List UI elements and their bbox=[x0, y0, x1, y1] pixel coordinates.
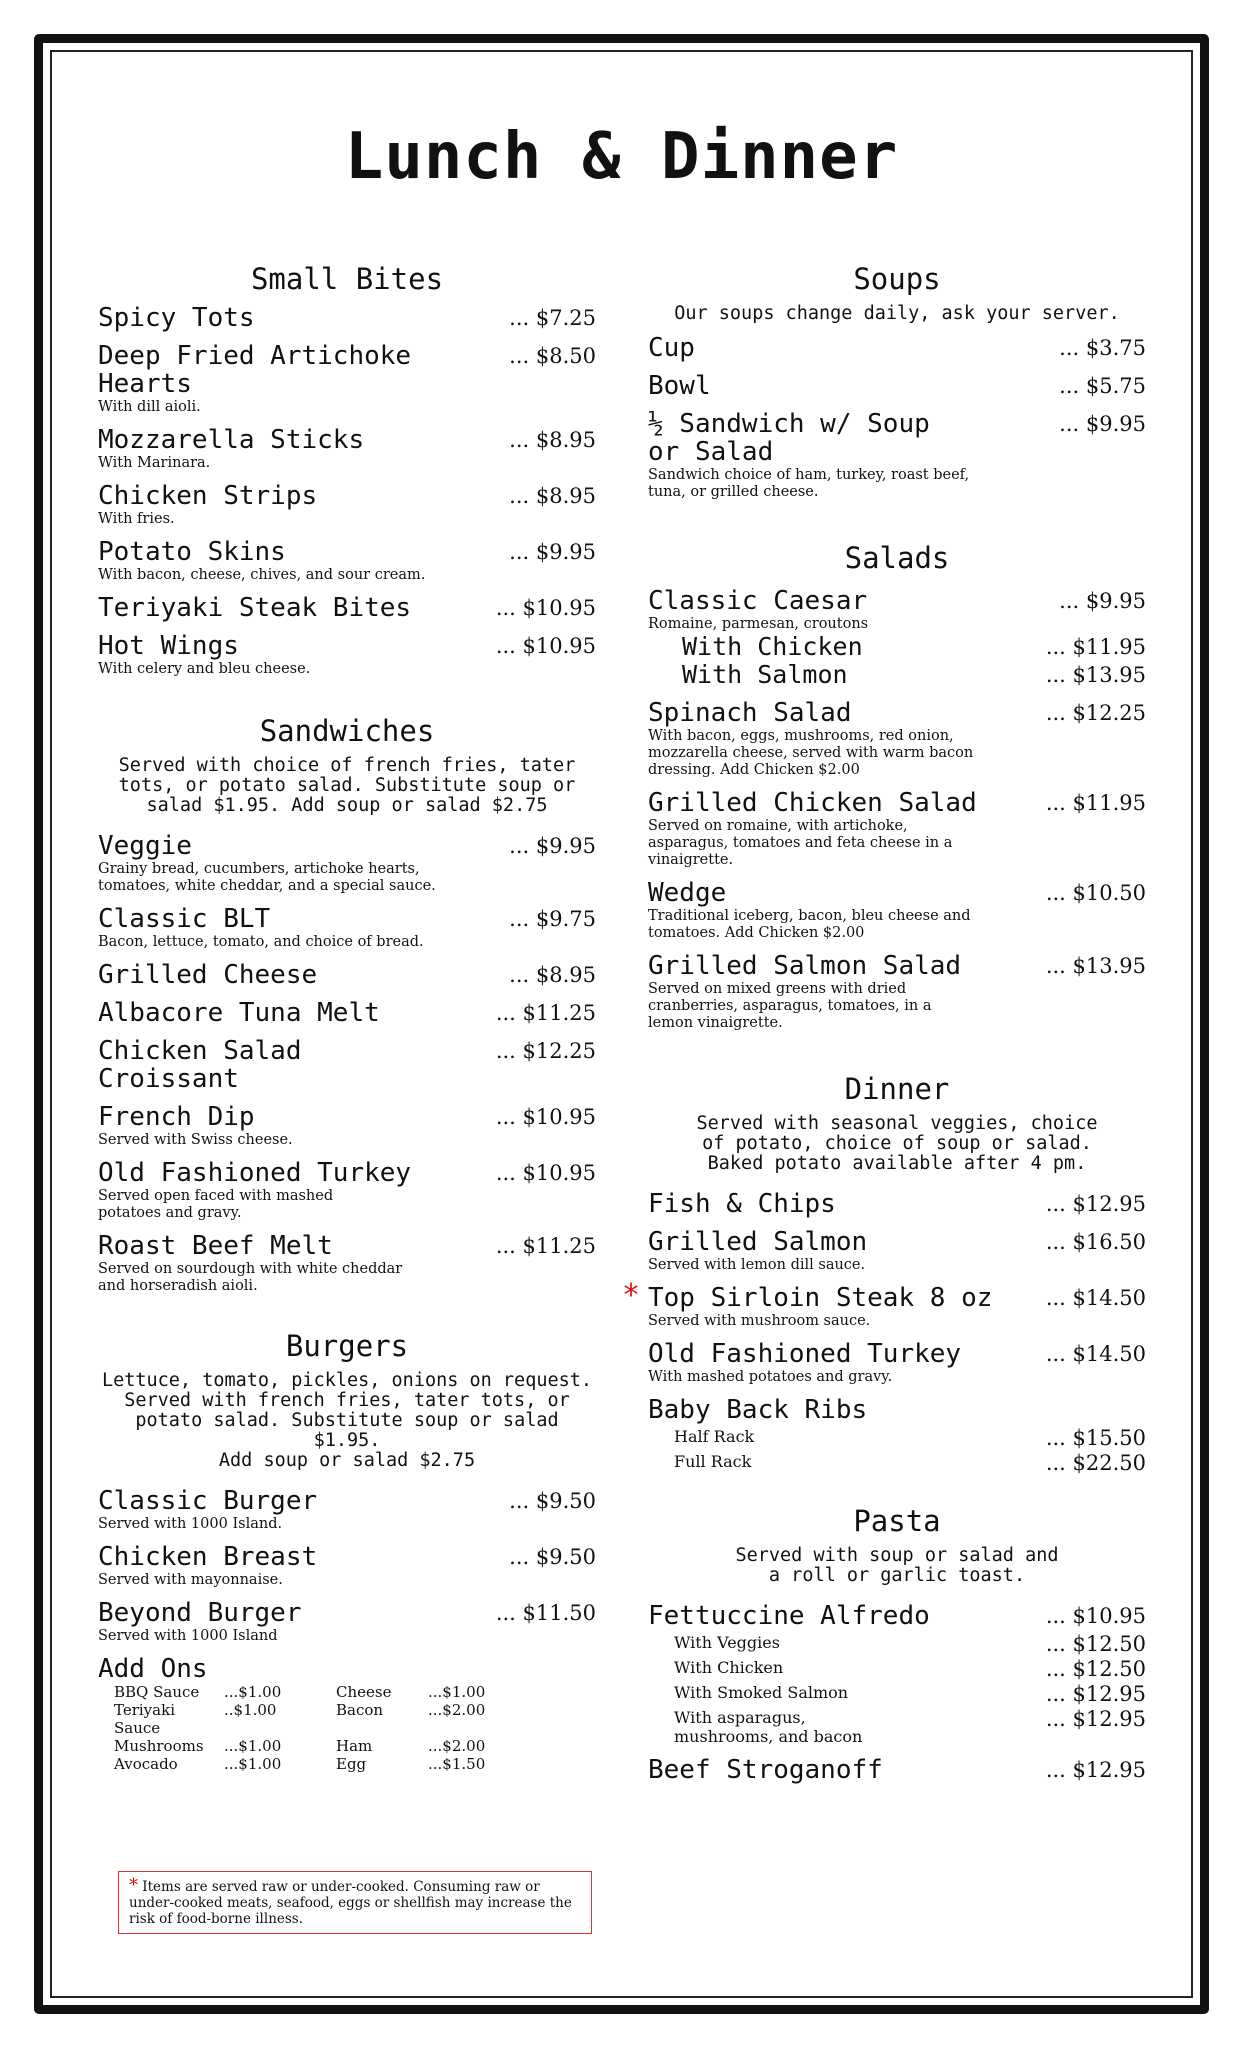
item-price: ... $3.75 bbox=[1059, 336, 1146, 360]
item-price: ... $8.95 bbox=[509, 484, 596, 508]
item-name: French Dip bbox=[98, 1102, 255, 1132]
menu-item bbox=[98, 1159, 596, 1222]
menu-item bbox=[648, 334, 1146, 362]
pasta-option bbox=[648, 1708, 1146, 1746]
menu-item bbox=[622, 1278, 1146, 1330]
item-price: ... $10.95 bbox=[495, 1105, 596, 1129]
addon-cell: ...$1.00 bbox=[224, 1755, 282, 1773]
item-name: Fettuccine Alfredo bbox=[648, 1601, 930, 1631]
item-name: ½ Sandwich w/ Soup or Salad bbox=[648, 409, 930, 467]
item-description: With Marinara. bbox=[98, 455, 211, 471]
item-price: ... $12.50 bbox=[1045, 1632, 1146, 1656]
item-name: Chicken Salad Croissant bbox=[98, 1036, 302, 1094]
item-description: Romaine, parmesan, croutons bbox=[648, 616, 869, 632]
item-price: ... $5.75 bbox=[1059, 374, 1146, 398]
item-name: Teriyaki Steak Bites bbox=[98, 593, 412, 623]
section-description: Lettuce, tomato, pickles, onions on request. Served with french fries, tater tots, or potato salad. Substitute soup or salad $1.95. Add soup or salad $2.75 bbox=[101, 1370, 593, 1471]
menu-item bbox=[648, 1190, 1146, 1218]
menu-item bbox=[98, 1232, 596, 1295]
item-price: ... $14.50 bbox=[1045, 1342, 1146, 1366]
menu-item bbox=[98, 482, 596, 528]
item-price: ... $12.25 bbox=[495, 1039, 596, 1063]
section-description: Served with seasonal veggies, choice of potato, choice of soup or salad. Baked potato available after 4 pm. bbox=[696, 1113, 1098, 1174]
dinner-section bbox=[622, 1072, 1146, 1475]
item-price: ... $13.95 bbox=[1045, 954, 1146, 978]
item-description: With bacon, eggs, mushrooms, red onion, mozzarella cheese, served with warm bacon dressing. Add Chicken $2.00 bbox=[648, 728, 974, 778]
item-row bbox=[98, 1543, 596, 1571]
menu-section bbox=[98, 1329, 596, 1773]
item-price: ... $15.50 bbox=[1045, 1426, 1146, 1450]
menu-item bbox=[98, 1599, 596, 1645]
item-row bbox=[98, 482, 596, 510]
asterisk-icon: * bbox=[129, 1875, 138, 1896]
item-price: ... $8.95 bbox=[509, 428, 596, 452]
addon-cell: ...$1.00 bbox=[224, 1683, 282, 1701]
option-name: With asparagus, mushrooms, and bacon bbox=[674, 1708, 863, 1746]
section-description: Served with soup or salad and a roll or garlic toast. bbox=[735, 1545, 1059, 1586]
raw-food-notice bbox=[118, 1871, 592, 1934]
addon-cell: Cheese bbox=[336, 1683, 392, 1701]
item-description: With bacon, cheese, chives, and sour cream. bbox=[98, 567, 426, 583]
option-name: Half Rack bbox=[674, 1427, 755, 1446]
item-name: Grilled Cheese bbox=[98, 960, 318, 990]
item-row bbox=[98, 1103, 596, 1131]
item-name: Classic BLT bbox=[98, 904, 271, 934]
item-row bbox=[648, 410, 1146, 466]
item-row bbox=[648, 372, 1146, 400]
item-price: ... $11.95 bbox=[1045, 791, 1146, 815]
item-price: ... $9.75 bbox=[509, 907, 596, 931]
item-name: Hot Wings bbox=[98, 631, 239, 661]
section-title: Small Bites bbox=[250, 262, 444, 296]
item-row bbox=[648, 1190, 1146, 1218]
item-row bbox=[648, 587, 1146, 615]
menu-item bbox=[648, 879, 1146, 942]
addon-cell: ..$1.00 bbox=[224, 1701, 277, 1719]
item-row bbox=[98, 1487, 596, 1515]
addon-cell: Bacon bbox=[336, 1701, 384, 1719]
option-name: Full Rack bbox=[674, 1452, 752, 1471]
item-name: Spinach Salad bbox=[648, 698, 852, 728]
item-name: Old Fashioned Turkey bbox=[98, 1158, 412, 1188]
item-row bbox=[98, 1232, 596, 1260]
item-description: With fries. bbox=[98, 511, 175, 527]
item-price: ... $9.95 bbox=[1059, 412, 1146, 436]
item-name: Cup bbox=[648, 333, 695, 363]
item-name-text: Top Sirloin Steak 8 oz bbox=[648, 1283, 993, 1313]
menu-item bbox=[98, 999, 596, 1027]
item-row bbox=[98, 426, 596, 454]
item-row bbox=[648, 879, 1146, 907]
item-row bbox=[648, 952, 1146, 980]
item-description: Served with mushroom sauce. bbox=[648, 1313, 871, 1329]
item-price: ... $12.25 bbox=[1045, 701, 1146, 725]
menu-section bbox=[98, 714, 596, 1295]
item-price: ... $9.95 bbox=[509, 834, 596, 858]
item-description: Served with 1000 Island. bbox=[98, 1516, 283, 1532]
soups-section bbox=[648, 262, 1146, 501]
item-price: ... $12.50 bbox=[1045, 1657, 1146, 1681]
menu-item bbox=[648, 1602, 1146, 1746]
item-price: ... $9.50 bbox=[509, 1489, 596, 1513]
item-row bbox=[648, 334, 1146, 362]
item-price: ... $9.95 bbox=[1059, 589, 1146, 613]
section-title: Burgers bbox=[285, 1329, 409, 1363]
option-name: With Veggies bbox=[674, 1633, 780, 1652]
item-price: ... $13.95 bbox=[1045, 663, 1146, 687]
item-price: ... $11.95 bbox=[1045, 635, 1146, 659]
item-name: Beef Stroganoff bbox=[648, 1755, 883, 1785]
section-title: Salads bbox=[844, 541, 950, 575]
item-description: Served open faced with mashed potatoes and gravy. bbox=[98, 1188, 334, 1221]
item-description: Sandwich choice of ham, turkey, roast beef, tuna, or grilled cheese. bbox=[648, 467, 970, 500]
item-price: ... $9.50 bbox=[509, 1545, 596, 1569]
addon-cell: Egg bbox=[336, 1755, 367, 1773]
item-name: Beyond Burger bbox=[98, 1598, 302, 1628]
item-name: Veggie bbox=[98, 831, 192, 861]
menu-item bbox=[98, 304, 596, 332]
menu-item bbox=[648, 699, 1146, 779]
item-row bbox=[98, 632, 596, 660]
item-description: Traditional iceberg, bacon, bleu cheese and tomatoes. Add Chicken $2.00 bbox=[648, 908, 971, 941]
item-price: ... $14.50 bbox=[1045, 1286, 1146, 1310]
menu-section bbox=[98, 262, 596, 678]
item-name: Spicy Tots bbox=[98, 303, 255, 333]
pasta-section bbox=[648, 1504, 1146, 1784]
item-price: ... $8.95 bbox=[509, 963, 596, 987]
item-description: Bacon, lettuce, tomato, and choice of bread. bbox=[98, 934, 424, 950]
addon-cell: ...$1.50 bbox=[428, 1755, 486, 1773]
item-row bbox=[622, 1278, 1146, 1313]
addon-cell: ...$1.00 bbox=[428, 1683, 486, 1701]
menu-item bbox=[98, 632, 596, 678]
item-price: ... $7.25 bbox=[509, 306, 596, 330]
menu-item bbox=[98, 961, 596, 989]
item-name: Bowl bbox=[648, 371, 711, 401]
item-row bbox=[98, 342, 596, 398]
rib-option bbox=[648, 1427, 1146, 1449]
item-description: Served with lemon dill sauce. bbox=[648, 1257, 866, 1273]
item-name: Wedge bbox=[648, 878, 727, 908]
addon-cell: ...$1.00 bbox=[224, 1737, 282, 1755]
pasta-option bbox=[648, 1633, 1146, 1655]
item-description: Served with 1000 Island bbox=[98, 1628, 278, 1644]
menu-item bbox=[648, 789, 1146, 869]
menu-item bbox=[648, 372, 1146, 400]
option-name: With Chicken bbox=[674, 1658, 784, 1677]
item-row bbox=[98, 905, 596, 933]
item-name: Chicken Breast bbox=[98, 1542, 318, 1572]
menu-item bbox=[648, 1340, 1146, 1386]
pasta-option bbox=[648, 1658, 1146, 1680]
pasta-option bbox=[648, 1683, 1146, 1705]
item-description: Served on mixed greens with dried cranberries, asparagus, tomatoes, in a lemon vinaigrette. bbox=[648, 981, 932, 1031]
section-title: Dinner bbox=[844, 1072, 950, 1106]
notice-text: Items are served raw or under-cooked. Consuming raw or under-cooked meats, seafood, eggs or shellfish may increase the risk of food-borne illness. bbox=[129, 1879, 572, 1927]
left-column bbox=[98, 262, 596, 1807]
item-name: Old Fashioned Turkey bbox=[648, 1339, 962, 1369]
asterisk-icon: * bbox=[622, 1278, 641, 1313]
item-price: ... $10.95 bbox=[1045, 1604, 1146, 1628]
addon-cell: ...$2.00 bbox=[428, 1737, 486, 1755]
section-title: Sandwiches bbox=[259, 714, 435, 748]
item-name: Grilled Salmon bbox=[648, 1227, 868, 1257]
menu-item bbox=[648, 1228, 1146, 1274]
menu-item bbox=[648, 1756, 1146, 1784]
item-name: Albacore Tuna Melt bbox=[98, 998, 380, 1028]
addon-cell: Ham bbox=[336, 1737, 373, 1755]
item-row bbox=[98, 1037, 596, 1093]
menu-item bbox=[98, 1487, 596, 1533]
variant-name: With Salmon bbox=[682, 660, 848, 689]
item-name: Potato Skins bbox=[98, 537, 286, 567]
item-description: Grainy bread, cucumbers, artichoke hearts, tomatoes, white cheddar, and a special sauce. bbox=[98, 861, 436, 894]
item-name: Grilled Chicken Salad bbox=[648, 788, 977, 818]
page-title: Lunch & Dinner bbox=[344, 120, 899, 194]
addons-title: Add Ons bbox=[98, 1654, 208, 1684]
menu-item bbox=[98, 1037, 596, 1093]
item-description: Served with Swiss cheese. bbox=[98, 1132, 293, 1148]
item-row bbox=[98, 999, 596, 1027]
menu-item bbox=[648, 587, 1146, 633]
section-description: Served with choice of french fries, tater tots, or potato salad. Substitute soup or salad $1.95. Add soup or salad $2.75 bbox=[118, 755, 576, 816]
menu-item bbox=[648, 952, 1146, 1032]
item-price: ... $12.95 bbox=[1045, 1758, 1146, 1782]
rib-option bbox=[648, 1452, 1146, 1474]
item-row bbox=[98, 594, 596, 622]
item-price: ... $10.50 bbox=[1045, 881, 1146, 905]
item-price: ... $10.95 bbox=[495, 596, 596, 620]
menu-item bbox=[648, 410, 1146, 501]
variant-name: With Chicken bbox=[682, 632, 863, 661]
item-price: ... $8.50 bbox=[509, 344, 596, 368]
section-title: Soups bbox=[853, 262, 941, 296]
item-row bbox=[648, 1340, 1146, 1368]
item-row bbox=[98, 1599, 596, 1627]
item-name: Fish & Chips bbox=[648, 1189, 836, 1219]
caesar-variant bbox=[648, 633, 1146, 661]
menu-item bbox=[98, 342, 596, 416]
item-row bbox=[98, 1159, 596, 1187]
item-name: Mozzarella Sticks bbox=[98, 425, 365, 455]
item-row bbox=[648, 699, 1146, 727]
salads-section bbox=[648, 541, 1146, 1032]
item-price: ... $12.95 bbox=[1045, 1707, 1146, 1731]
addons-grid bbox=[114, 1683, 596, 1773]
item-description: With celery and bleu cheese. bbox=[98, 661, 311, 677]
item-price: ... $12.95 bbox=[1045, 1192, 1146, 1216]
item-row bbox=[648, 789, 1146, 817]
item-row bbox=[98, 538, 596, 566]
item-price: ... $16.50 bbox=[1045, 1230, 1146, 1254]
addon-cell: BBQ Sauce bbox=[114, 1683, 200, 1701]
item-name: Classic Burger bbox=[98, 1486, 318, 1516]
item-name: Grilled Salmon Salad bbox=[648, 951, 962, 981]
addon-cell: ...$2.00 bbox=[428, 1701, 486, 1719]
menu-item bbox=[98, 1103, 596, 1149]
item-price: ... $22.50 bbox=[1045, 1451, 1146, 1475]
section-title: Pasta bbox=[853, 1504, 941, 1538]
item-description: With mashed potatoes and gravy. bbox=[648, 1369, 893, 1385]
item-name: Deep Fried Artichoke Hearts bbox=[98, 341, 412, 399]
item-name: Classic Caesar bbox=[648, 586, 868, 616]
item-price: ... $9.95 bbox=[509, 540, 596, 564]
item-name: Roast Beef Melt bbox=[98, 1231, 333, 1261]
item-name: Chicken Strips bbox=[98, 481, 318, 511]
item-price: ... $11.50 bbox=[495, 1601, 596, 1625]
right-column bbox=[622, 262, 1146, 1818]
addon-cell: Mushrooms bbox=[114, 1737, 204, 1755]
menu-item bbox=[98, 594, 596, 622]
option-name: With Smoked Salmon bbox=[674, 1683, 849, 1702]
menu-item bbox=[648, 1396, 1146, 1474]
item-row bbox=[648, 1228, 1146, 1256]
caesar-variant bbox=[648, 661, 1146, 689]
item-price: ... $12.95 bbox=[1045, 1682, 1146, 1706]
item-description: Served on romaine, with artichoke, asparagus, tomatoes and feta cheese in a vinaigrette. bbox=[648, 818, 953, 868]
item-row bbox=[98, 832, 596, 860]
addon-cell: Avocado bbox=[114, 1755, 178, 1773]
item-name bbox=[622, 1278, 1036, 1313]
menu-item bbox=[98, 1543, 596, 1589]
menu-item bbox=[98, 426, 596, 472]
addon-cell: Teriyaki Sauce bbox=[114, 1701, 175, 1737]
section-description: Our soups change daily, ask your server. bbox=[674, 303, 1120, 324]
item-description: Served with mayonnaise. bbox=[98, 1572, 283, 1588]
item-name: Baby Back Ribs bbox=[648, 1395, 868, 1425]
item-price: ... $10.95 bbox=[495, 634, 596, 658]
item-price: ... $11.25 bbox=[495, 1001, 596, 1025]
menu-item bbox=[98, 905, 596, 951]
item-price: ... $10.95 bbox=[495, 1161, 596, 1185]
item-row bbox=[648, 1756, 1146, 1784]
menu-item bbox=[98, 832, 596, 895]
item-description: Served on sourdough with white cheddar and horseradish aioli. bbox=[98, 1261, 403, 1294]
item-price: ... $11.25 bbox=[495, 1234, 596, 1258]
menu-item bbox=[98, 538, 596, 584]
item-row bbox=[98, 304, 596, 332]
item-description: With dill aioli. bbox=[98, 399, 201, 415]
item-row bbox=[648, 1602, 1146, 1630]
item-row bbox=[98, 961, 596, 989]
